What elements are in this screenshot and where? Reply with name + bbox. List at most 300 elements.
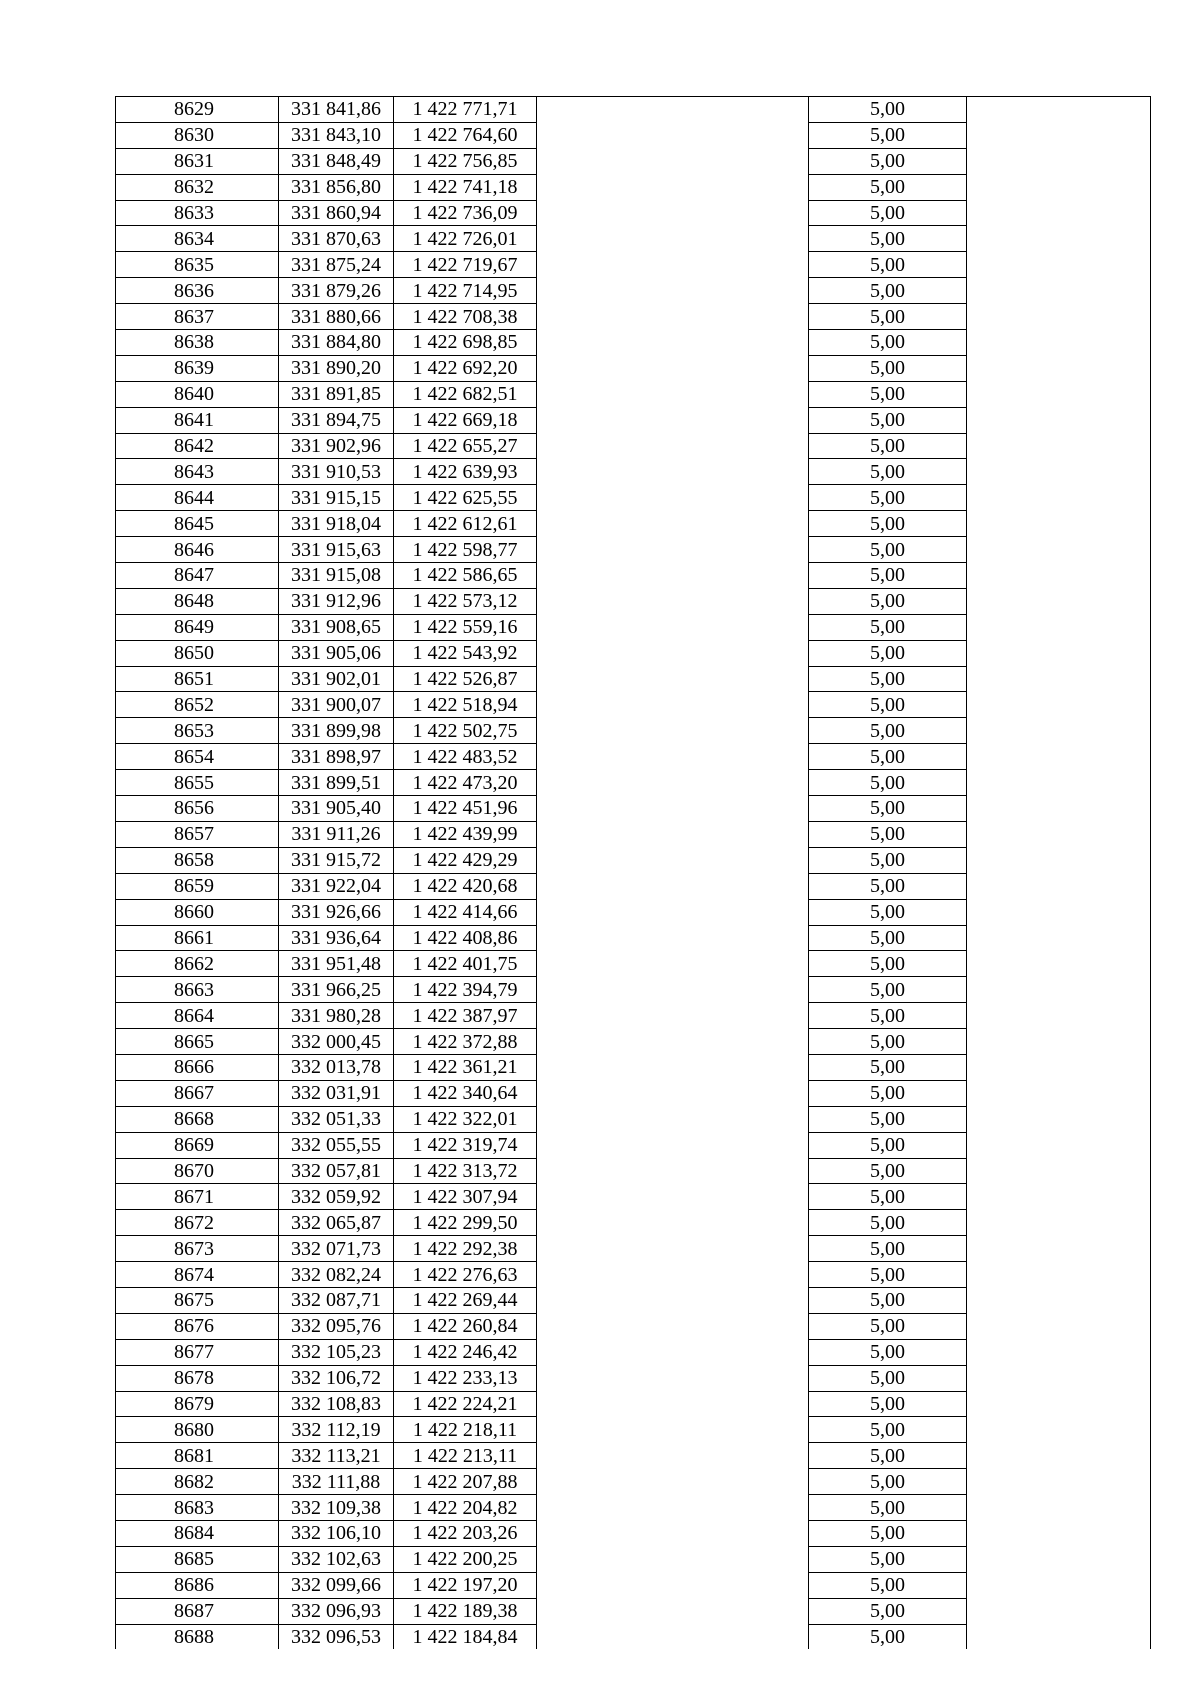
- table-row: [116, 1546, 1151, 1572]
- table-row: [116, 718, 1151, 744]
- y-coordinate-cell: 1 422 207,88: [394, 1469, 537, 1495]
- empty-cell: [967, 1287, 1151, 1313]
- empty-cell: [537, 330, 809, 356]
- empty-cell: [537, 951, 809, 977]
- y-coordinate-cell: 1 422 372,88: [394, 1029, 537, 1055]
- x-coordinate-cell: 331 890,20: [279, 355, 394, 381]
- table-row: [116, 563, 1151, 589]
- empty-cell: [967, 1054, 1151, 1080]
- table-row: [116, 1520, 1151, 1546]
- empty-cell: [537, 1598, 809, 1624]
- table-row: [116, 1287, 1151, 1313]
- x-coordinate-cell: 331 848,49: [279, 148, 394, 174]
- table-row: [116, 1365, 1151, 1391]
- value-cell: 5,00: [809, 407, 967, 433]
- table-row: [116, 355, 1151, 381]
- empty-cell: [967, 1417, 1151, 1443]
- value-cell: 5,00: [809, 355, 967, 381]
- y-coordinate-cell: 1 422 682,51: [394, 381, 537, 407]
- x-coordinate-cell: 332 000,45: [279, 1029, 394, 1055]
- value-cell: 5,00: [809, 122, 967, 148]
- empty-cell: [967, 1236, 1151, 1262]
- point-number-cell: 8683: [116, 1495, 279, 1521]
- point-number-cell: 8688: [116, 1624, 279, 1649]
- table-row: [116, 614, 1151, 640]
- table-row: [116, 97, 1151, 123]
- value-cell: 5,00: [809, 330, 967, 356]
- table-row: [116, 407, 1151, 433]
- empty-cell: [967, 1262, 1151, 1288]
- empty-cell: [537, 666, 809, 692]
- empty-cell: [967, 563, 1151, 589]
- table-row: [116, 1210, 1151, 1236]
- table-row: [116, 330, 1151, 356]
- empty-cell: [537, 692, 809, 718]
- x-coordinate-cell: 332 071,73: [279, 1236, 394, 1262]
- y-coordinate-cell: 1 422 543,92: [394, 640, 537, 666]
- table-row: [116, 485, 1151, 511]
- table-row: [116, 278, 1151, 304]
- x-coordinate-cell: 331 900,07: [279, 692, 394, 718]
- x-coordinate-cell: 331 915,63: [279, 537, 394, 563]
- y-coordinate-cell: 1 422 741,18: [394, 174, 537, 200]
- table-row: [116, 1029, 1151, 1055]
- y-coordinate-cell: 1 422 322,01: [394, 1106, 537, 1132]
- point-number-cell: 8648: [116, 588, 279, 614]
- empty-cell: [537, 97, 809, 123]
- y-coordinate-cell: 1 422 361,21: [394, 1054, 537, 1080]
- value-cell: 5,00: [809, 977, 967, 1003]
- point-number-cell: 8686: [116, 1572, 279, 1598]
- value-cell: 5,00: [809, 1598, 967, 1624]
- empty-cell: [967, 537, 1151, 563]
- empty-cell: [967, 1184, 1151, 1210]
- empty-cell: [537, 1391, 809, 1417]
- y-coordinate-cell: 1 422 756,85: [394, 148, 537, 174]
- empty-cell: [537, 1313, 809, 1339]
- point-number-cell: 8677: [116, 1339, 279, 1365]
- empty-cell: [967, 1443, 1151, 1469]
- x-coordinate-cell: 331 915,15: [279, 485, 394, 511]
- value-cell: 5,00: [809, 692, 967, 718]
- table-row: [116, 1443, 1151, 1469]
- y-coordinate-cell: 1 422 203,26: [394, 1520, 537, 1546]
- point-number-cell: 8659: [116, 873, 279, 899]
- value-cell: 5,00: [809, 899, 967, 925]
- point-number-cell: 8640: [116, 381, 279, 407]
- value-cell: 5,00: [809, 1313, 967, 1339]
- point-number-cell: 8687: [116, 1598, 279, 1624]
- value-cell: 5,00: [809, 744, 967, 770]
- x-coordinate-cell: 331 856,80: [279, 174, 394, 200]
- x-coordinate-cell: 331 860,94: [279, 200, 394, 226]
- point-number-cell: 8644: [116, 485, 279, 511]
- point-number-cell: 8675: [116, 1287, 279, 1313]
- point-number-cell: 8657: [116, 821, 279, 847]
- x-coordinate-cell: 331 899,98: [279, 718, 394, 744]
- empty-cell: [967, 511, 1151, 537]
- x-coordinate-cell: 332 096,93: [279, 1598, 394, 1624]
- point-number-cell: 8641: [116, 407, 279, 433]
- empty-cell: [537, 873, 809, 899]
- x-coordinate-cell: 331 884,80: [279, 330, 394, 356]
- empty-cell: [967, 1365, 1151, 1391]
- value-cell: 5,00: [809, 1624, 967, 1649]
- x-coordinate-cell: 331 902,96: [279, 433, 394, 459]
- empty-cell: [967, 925, 1151, 951]
- empty-cell: [967, 1313, 1151, 1339]
- value-cell: 5,00: [809, 1520, 967, 1546]
- table-row: [116, 1132, 1151, 1158]
- empty-cell: [537, 925, 809, 951]
- y-coordinate-cell: 1 422 439,99: [394, 821, 537, 847]
- x-coordinate-cell: 332 111,88: [279, 1469, 394, 1495]
- y-coordinate-cell: 1 422 213,11: [394, 1443, 537, 1469]
- empty-cell: [967, 304, 1151, 330]
- table-row: [116, 873, 1151, 899]
- value-cell: 5,00: [809, 1572, 967, 1598]
- table-row: [116, 1313, 1151, 1339]
- empty-cell: [967, 1132, 1151, 1158]
- value-cell: 5,00: [809, 614, 967, 640]
- y-coordinate-cell: 1 422 559,16: [394, 614, 537, 640]
- value-cell: 5,00: [809, 1287, 967, 1313]
- empty-cell: [537, 1080, 809, 1106]
- value-cell: 5,00: [809, 97, 967, 123]
- empty-cell: [967, 381, 1151, 407]
- empty-cell: [537, 278, 809, 304]
- table-row: [116, 770, 1151, 796]
- empty-cell: [537, 1546, 809, 1572]
- empty-cell: [967, 1598, 1151, 1624]
- table-row: [116, 1572, 1151, 1598]
- y-coordinate-cell: 1 422 526,87: [394, 666, 537, 692]
- point-number-cell: 8634: [116, 226, 279, 252]
- empty-cell: [967, 744, 1151, 770]
- value-cell: 5,00: [809, 847, 967, 873]
- empty-cell: [967, 407, 1151, 433]
- empty-cell: [967, 692, 1151, 718]
- x-coordinate-cell: 331 841,86: [279, 97, 394, 123]
- y-coordinate-cell: 1 422 473,20: [394, 770, 537, 796]
- point-number-cell: 8642: [116, 433, 279, 459]
- y-coordinate-cell: 1 422 408,86: [394, 925, 537, 951]
- y-coordinate-cell: 1 422 586,65: [394, 563, 537, 589]
- empty-cell: [537, 1443, 809, 1469]
- y-coordinate-cell: 1 422 299,50: [394, 1210, 537, 1236]
- table-row: [116, 666, 1151, 692]
- empty-cell: [537, 1495, 809, 1521]
- x-coordinate-cell: 332 102,63: [279, 1546, 394, 1572]
- point-number-cell: 8676: [116, 1313, 279, 1339]
- point-number-cell: 8671: [116, 1184, 279, 1210]
- point-number-cell: 8681: [116, 1443, 279, 1469]
- point-number-cell: 8649: [116, 614, 279, 640]
- x-coordinate-cell: 331 936,64: [279, 925, 394, 951]
- empty-cell: [537, 614, 809, 640]
- value-cell: 5,00: [809, 1417, 967, 1443]
- empty-cell: [537, 796, 809, 822]
- y-coordinate-cell: 1 422 598,77: [394, 537, 537, 563]
- point-number-cell: 8680: [116, 1417, 279, 1443]
- table-row: [116, 925, 1151, 951]
- value-cell: 5,00: [809, 1080, 967, 1106]
- empty-cell: [967, 226, 1151, 252]
- value-cell: 5,00: [809, 1184, 967, 1210]
- empty-cell: [967, 1029, 1151, 1055]
- empty-cell: [967, 97, 1151, 123]
- x-coordinate-cell: 331 910,53: [279, 459, 394, 485]
- x-coordinate-cell: 331 875,24: [279, 252, 394, 278]
- table-row: [116, 200, 1151, 226]
- point-number-cell: 8652: [116, 692, 279, 718]
- point-number-cell: 8678: [116, 1365, 279, 1391]
- empty-cell: [537, 1029, 809, 1055]
- table-row: [116, 821, 1151, 847]
- x-coordinate-cell: 332 099,66: [279, 1572, 394, 1598]
- value-cell: 5,00: [809, 563, 967, 589]
- point-number-cell: 8630: [116, 122, 279, 148]
- y-coordinate-cell: 1 422 420,68: [394, 873, 537, 899]
- empty-cell: [967, 1339, 1151, 1365]
- table-row: [116, 1391, 1151, 1417]
- point-number-cell: 8662: [116, 951, 279, 977]
- point-number-cell: 8650: [116, 640, 279, 666]
- point-number-cell: 8655: [116, 770, 279, 796]
- x-coordinate-cell: 331 912,96: [279, 588, 394, 614]
- y-coordinate-cell: 1 422 714,95: [394, 278, 537, 304]
- x-coordinate-cell: 332 031,91: [279, 1080, 394, 1106]
- table-row: [116, 1262, 1151, 1288]
- value-cell: 5,00: [809, 381, 967, 407]
- table-row: [116, 537, 1151, 563]
- x-coordinate-cell: 332 087,71: [279, 1287, 394, 1313]
- empty-cell: [967, 640, 1151, 666]
- table-row: [116, 1106, 1151, 1132]
- empty-cell: [967, 1003, 1151, 1029]
- table-row: [116, 1054, 1151, 1080]
- x-coordinate-cell: 331 966,25: [279, 977, 394, 1003]
- empty-cell: [537, 304, 809, 330]
- point-number-cell: 8670: [116, 1158, 279, 1184]
- table-row: [116, 252, 1151, 278]
- point-number-cell: 8684: [116, 1520, 279, 1546]
- empty-cell: [967, 1210, 1151, 1236]
- empty-cell: [537, 1158, 809, 1184]
- point-number-cell: 8682: [116, 1469, 279, 1495]
- x-coordinate-cell: 331 915,72: [279, 847, 394, 873]
- x-coordinate-cell: 332 095,76: [279, 1313, 394, 1339]
- y-coordinate-cell: 1 422 719,67: [394, 252, 537, 278]
- x-coordinate-cell: 332 105,23: [279, 1339, 394, 1365]
- point-number-cell: 8672: [116, 1210, 279, 1236]
- y-coordinate-cell: 1 422 573,12: [394, 588, 537, 614]
- point-number-cell: 8635: [116, 252, 279, 278]
- empty-cell: [537, 718, 809, 744]
- table-row: [116, 588, 1151, 614]
- empty-cell: [967, 899, 1151, 925]
- empty-cell: [537, 355, 809, 381]
- point-number-cell: 8674: [116, 1262, 279, 1288]
- empty-cell: [967, 122, 1151, 148]
- x-coordinate-cell: 332 051,33: [279, 1106, 394, 1132]
- point-number-cell: 8663: [116, 977, 279, 1003]
- value-cell: 5,00: [809, 304, 967, 330]
- empty-cell: [967, 278, 1151, 304]
- y-coordinate-cell: 1 422 340,64: [394, 1080, 537, 1106]
- coordinates-table-body: [116, 97, 1151, 1650]
- value-cell: 5,00: [809, 200, 967, 226]
- empty-cell: [537, 744, 809, 770]
- y-coordinate-cell: 1 422 197,20: [394, 1572, 537, 1598]
- empty-cell: [967, 1624, 1151, 1649]
- empty-cell: [537, 122, 809, 148]
- y-coordinate-cell: 1 422 218,11: [394, 1417, 537, 1443]
- point-number-cell: 8645: [116, 511, 279, 537]
- y-coordinate-cell: 1 422 692,20: [394, 355, 537, 381]
- value-cell: 5,00: [809, 459, 967, 485]
- empty-cell: [967, 718, 1151, 744]
- value-cell: 5,00: [809, 873, 967, 899]
- table-row: [116, 899, 1151, 925]
- x-coordinate-cell: 331 926,66: [279, 899, 394, 925]
- empty-cell: [967, 485, 1151, 511]
- empty-cell: [537, 174, 809, 200]
- value-cell: 5,00: [809, 1210, 967, 1236]
- table-row: [116, 1184, 1151, 1210]
- empty-cell: [537, 1572, 809, 1598]
- empty-cell: [537, 1210, 809, 1236]
- point-number-cell: 8664: [116, 1003, 279, 1029]
- y-coordinate-cell: 1 422 414,66: [394, 899, 537, 925]
- x-coordinate-cell: 332 112,19: [279, 1417, 394, 1443]
- table-row: [116, 692, 1151, 718]
- empty-cell: [537, 381, 809, 407]
- table-row: [116, 1158, 1151, 1184]
- point-number-cell: 8653: [116, 718, 279, 744]
- table-row: [116, 511, 1151, 537]
- y-coordinate-cell: 1 422 625,55: [394, 485, 537, 511]
- empty-cell: [967, 200, 1151, 226]
- empty-cell: [967, 355, 1151, 381]
- table-row: [116, 433, 1151, 459]
- empty-cell: [537, 770, 809, 796]
- table-row: [116, 459, 1151, 485]
- point-number-cell: 8647: [116, 563, 279, 589]
- empty-cell: [537, 899, 809, 925]
- x-coordinate-cell: 332 013,78: [279, 1054, 394, 1080]
- empty-cell: [537, 1054, 809, 1080]
- table-row: [116, 796, 1151, 822]
- coordinates-table: [115, 96, 1151, 1649]
- y-coordinate-cell: 1 422 429,29: [394, 847, 537, 873]
- table-row: [116, 1339, 1151, 1365]
- y-coordinate-cell: 1 422 698,85: [394, 330, 537, 356]
- empty-cell: [967, 459, 1151, 485]
- y-coordinate-cell: 1 422 612,61: [394, 511, 537, 537]
- empty-cell: [967, 1469, 1151, 1495]
- table-row: [116, 1417, 1151, 1443]
- empty-cell: [537, 1184, 809, 1210]
- value-cell: 5,00: [809, 1158, 967, 1184]
- y-coordinate-cell: 1 422 764,60: [394, 122, 537, 148]
- empty-cell: [537, 1624, 809, 1649]
- x-coordinate-cell: 332 106,10: [279, 1520, 394, 1546]
- x-coordinate-cell: 332 106,72: [279, 1365, 394, 1391]
- y-coordinate-cell: 1 422 292,38: [394, 1236, 537, 1262]
- value-cell: 5,00: [809, 1003, 967, 1029]
- value-cell: 5,00: [809, 925, 967, 951]
- table-row: [116, 174, 1151, 200]
- empty-cell: [537, 1132, 809, 1158]
- empty-cell: [537, 433, 809, 459]
- x-coordinate-cell: 332 108,83: [279, 1391, 394, 1417]
- table-row: [116, 1598, 1151, 1624]
- y-coordinate-cell: 1 422 313,72: [394, 1158, 537, 1184]
- value-cell: 5,00: [809, 485, 967, 511]
- empty-cell: [967, 796, 1151, 822]
- empty-cell: [537, 1339, 809, 1365]
- value-cell: 5,00: [809, 770, 967, 796]
- y-coordinate-cell: 1 422 771,71: [394, 97, 537, 123]
- x-coordinate-cell: 331 870,63: [279, 226, 394, 252]
- empty-cell: [537, 200, 809, 226]
- empty-cell: [967, 252, 1151, 278]
- y-coordinate-cell: 1 422 204,82: [394, 1495, 537, 1521]
- point-number-cell: 8660: [116, 899, 279, 925]
- point-number-cell: 8631: [116, 148, 279, 174]
- table-row: [116, 640, 1151, 666]
- value-cell: 5,00: [809, 821, 967, 847]
- value-cell: 5,00: [809, 1469, 967, 1495]
- empty-cell: [537, 1262, 809, 1288]
- empty-cell: [967, 614, 1151, 640]
- value-cell: 5,00: [809, 148, 967, 174]
- x-coordinate-cell: 331 843,10: [279, 122, 394, 148]
- y-coordinate-cell: 1 422 184,84: [394, 1624, 537, 1649]
- x-coordinate-cell: 331 891,85: [279, 381, 394, 407]
- value-cell: 5,00: [809, 1262, 967, 1288]
- empty-cell: [537, 511, 809, 537]
- value-cell: 5,00: [809, 588, 967, 614]
- table-row: [116, 1495, 1151, 1521]
- x-coordinate-cell: 331 879,26: [279, 278, 394, 304]
- empty-cell: [537, 459, 809, 485]
- point-number-cell: 8668: [116, 1106, 279, 1132]
- x-coordinate-cell: 331 951,48: [279, 951, 394, 977]
- empty-cell: [967, 1391, 1151, 1417]
- y-coordinate-cell: 1 422 736,09: [394, 200, 537, 226]
- value-cell: 5,00: [809, 511, 967, 537]
- value-cell: 5,00: [809, 718, 967, 744]
- table-row: [116, 951, 1151, 977]
- y-coordinate-cell: 1 422 276,63: [394, 1262, 537, 1288]
- y-coordinate-cell: 1 422 639,93: [394, 459, 537, 485]
- value-cell: 5,00: [809, 1495, 967, 1521]
- point-number-cell: 8633: [116, 200, 279, 226]
- x-coordinate-cell: 332 059,92: [279, 1184, 394, 1210]
- empty-cell: [537, 1287, 809, 1313]
- empty-cell: [537, 821, 809, 847]
- value-cell: 5,00: [809, 1365, 967, 1391]
- y-coordinate-cell: 1 422 189,38: [394, 1598, 537, 1624]
- point-number-cell: 8643: [116, 459, 279, 485]
- x-coordinate-cell: 332 065,87: [279, 1210, 394, 1236]
- x-coordinate-cell: 331 918,04: [279, 511, 394, 537]
- empty-cell: [967, 1546, 1151, 1572]
- value-cell: 5,00: [809, 1029, 967, 1055]
- empty-cell: [967, 1520, 1151, 1546]
